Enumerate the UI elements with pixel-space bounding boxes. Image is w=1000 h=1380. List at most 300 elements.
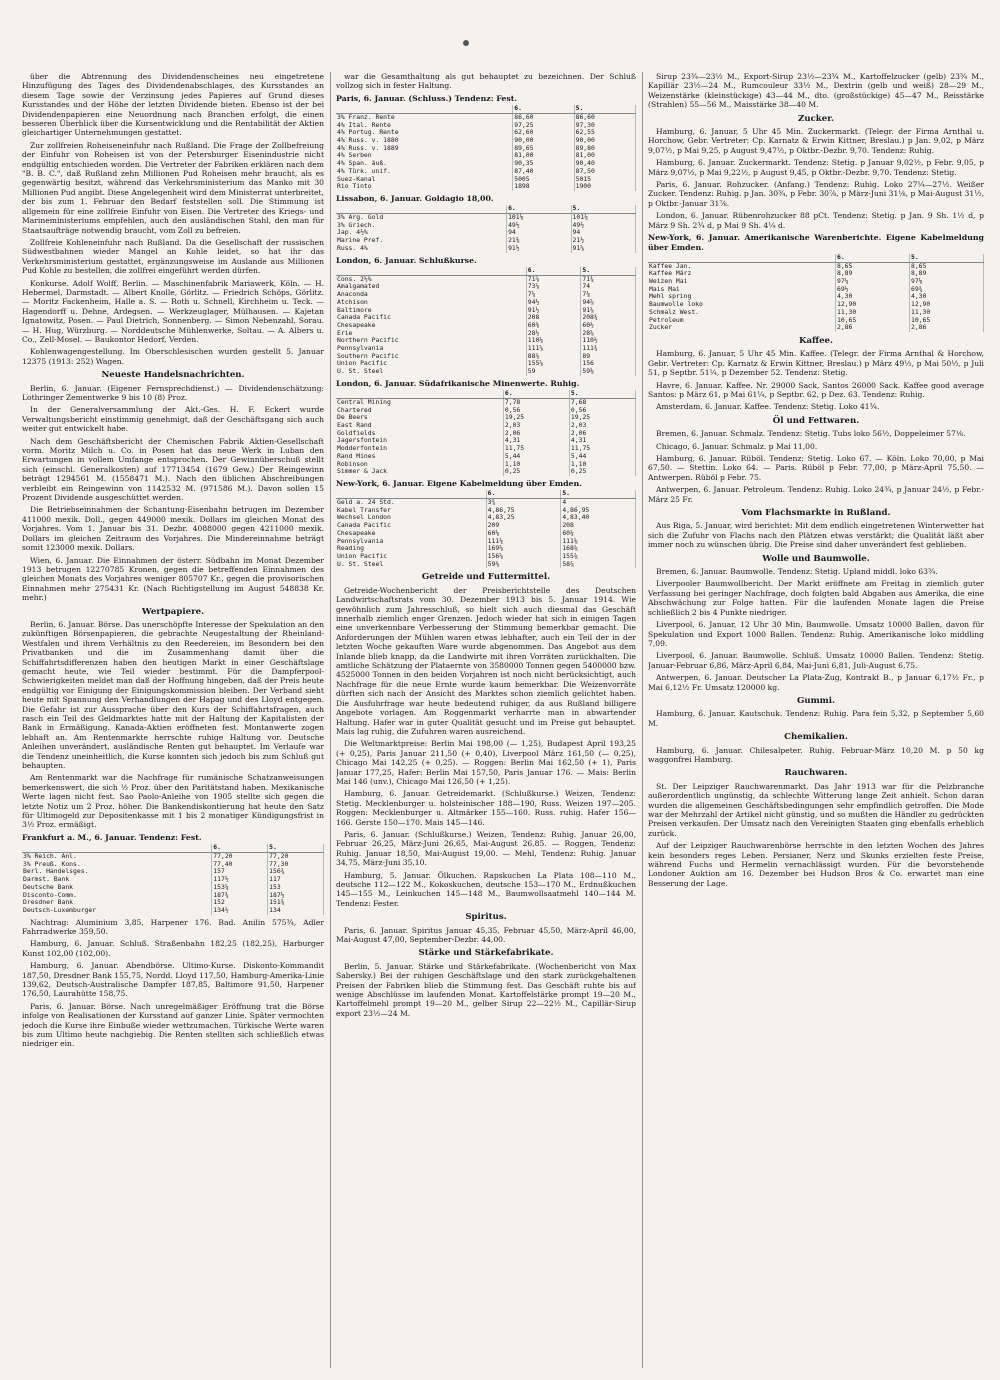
table-row	[336, 538, 636, 546]
table-cell: Chartered	[336, 407, 503, 415]
section-heading: Vom Flachsmarkte in Rußland.	[741, 508, 891, 519]
market-heading: New-York, 6. Januar. Eigene Kabelmeldung über Emden.	[336, 478, 582, 488]
table-cell: 62,55	[574, 129, 635, 137]
section-heading: Spiritus.	[465, 912, 507, 923]
table-header-cell: 5.	[909, 254, 983, 262]
table-cell: 2,03	[503, 422, 569, 430]
paragraph: Amsterdam, 6. Januar. Kaffee. Tendenz: Stetig. Loko 41¾.	[656, 402, 880, 412]
table-cell: 69½	[835, 286, 909, 294]
paragraph: Antwerpen, 6. Januar. Petroleum. Tendenz: Ruhig. Loko 24¾, p Januar 24½, p Febr.-März 25 Fr.	[648, 485, 984, 504]
table-row	[648, 309, 984, 317]
table-cell: Chesapeake	[336, 530, 486, 538]
table-cell: 156¾	[268, 868, 324, 876]
table-cell: 62,60	[513, 129, 574, 137]
quote-table	[336, 267, 636, 376]
table-cell: Modderfontein	[336, 445, 503, 453]
table-cell: 60½	[581, 322, 636, 330]
table-cell: 4% Serben	[336, 152, 513, 160]
table-cell: 117½	[212, 876, 268, 884]
paragraph: war die Gesamthaltung als gut behauptet zu bezeichnen. Der Schluß vollzog sich in fester Haltung.	[336, 72, 636, 91]
table-cell: 49½	[507, 222, 571, 230]
table-header-cell: 6.	[507, 205, 571, 213]
table-cell: Jagersfontein	[336, 437, 503, 445]
table-header-cell	[336, 267, 526, 275]
table-cell: 101⅛	[507, 214, 571, 222]
table-cell: Mehl spring	[648, 293, 835, 301]
paragraph: Liverpool, 6. Januar, 12 Uhr 30 Min. Baumwolle. Umsatz 10000 Ballen, davon für Spekulation und Export 1000 Ballen. Tendenz: Ruhig. Amerikanische loko middling 7,09.	[648, 620, 984, 648]
table-cell: 155⅞	[561, 553, 636, 561]
market-heading: Lissabon, 6. Januar. Goldagio 18,00.	[336, 193, 494, 203]
table-cell: 5,44	[569, 453, 635, 461]
table-cell: 81,00	[513, 152, 574, 160]
column-middle	[336, 72, 636, 1372]
table-cell: Wechsel London	[336, 514, 486, 522]
table-row	[336, 468, 636, 476]
table-cell: 58⅞	[561, 561, 636, 569]
table-cell: Goldfields	[336, 430, 503, 438]
paragraph: Hamburg, 6. Januar. Schluß. Straßenbahn 182,25 (182,25), Harburger Kunst 102,00 (102,00).	[22, 939, 324, 958]
table-cell: 7¼	[526, 291, 581, 299]
table-cell: 94½	[526, 299, 581, 307]
table-header-cell: 6.	[503, 390, 569, 398]
table-cell: 87,50	[574, 168, 635, 176]
table-cell: 3% Griech.	[336, 222, 507, 230]
paragraph: Paris, 6. Januar. Spiritus Januar 45,35, Februar 45,50, März-April 46,00, Mai-August 47,00, September-Dezbr. 44,00.	[336, 925, 636, 945]
table-cell: Reading	[336, 545, 486, 553]
table-cell: 4,86,95	[561, 507, 636, 515]
section-heading: Neueste Handelsnachrichten.	[101, 370, 245, 381]
table-cell: 94⅝	[581, 299, 636, 307]
table-cell: 169⅝	[486, 545, 561, 553]
table-cell: 8,65	[835, 262, 909, 270]
paragraph: Hamburg, 6. Januar. Getreidemarkt. (Schlußkurse.) Weizen, Tendenz: Stetig. Mecklenburger u. holsteinischer 188—190, Russ. Weizen 197—205. Roggen: Mecklenburger u. Altmärker 155—160. Russ. ruhig. Hafer 156—166. Gerste 150—170. Mais 145—146.	[336, 789, 636, 827]
table-cell: Geld a. 24 Std.	[336, 499, 486, 507]
table-cell: 90,35	[513, 160, 574, 168]
table-cell: 4,30	[909, 293, 983, 301]
market-heading: New-York, 6. Januar. Amerikanische Warenberichte. Eigene Kabelmeldung über Emden.	[648, 233, 984, 252]
table-row	[336, 283, 636, 291]
table-cell: Mais Mai	[648, 286, 835, 294]
quote-table	[336, 205, 636, 252]
table-header-cell: 6.	[513, 105, 574, 113]
table-cell: Rio Tinto	[336, 183, 513, 191]
table-cell: Anaconda	[336, 291, 526, 299]
page-dot-mark	[463, 40, 469, 46]
table-cell: 77,20	[212, 852, 268, 860]
table-cell: 7,68	[569, 398, 635, 406]
table-cell: 0,56	[569, 407, 635, 415]
table-cell: 77,30	[268, 861, 324, 869]
column-rule	[330, 72, 331, 1368]
paragraph: Havre, 6. Januar. Kaffee. Nr. 29000 Sack, Santos 26000 Sack. Kaffee good average Santos: p März 61, p Mai 61¼, p Septbr. 62, p Dez. 63. Tendenz: Ruhig.	[648, 380, 984, 399]
table-cell: Northern Pacific	[336, 337, 526, 345]
table-cell: 208¾	[581, 314, 636, 322]
paragraph: Hamburg, 6. Januar, 5 Uhr 45 Min. Zuckermarkt. (Telegr. der Firma Arnthal u. Horchow, Gebr. Vertreter: Cp. Karnatz & Erwin Kittner, Breslau.) p Jan. 9,02, p März 9,07½, p Mai 9,25, p August 9,47½, p Oktbr.-Dezbr. 9,70. Tendenz: Ruhig.	[648, 127, 984, 155]
table-cell: 91⅝	[581, 307, 636, 315]
table-header-cell: 5.	[268, 844, 324, 852]
table-cell: 5,44	[503, 453, 569, 461]
table-cell: 156	[581, 360, 636, 368]
table-cell: 12,90	[835, 301, 909, 309]
table-cell: 12,90	[909, 301, 983, 309]
column-right	[648, 72, 984, 1372]
paragraph: Aus Riga, 5. Januar, wird berichtet: Mit dem endlich eingetretenen Winterwetter hat sich die Zufuhr von Flachs nach den Plätzen etwas verstärkt; die Qualität läßt aber immer noch zu wünschen übrig. Die Preise sind daher unverändert fest geblieben.	[648, 521, 984, 550]
section-heading: Chemikalien.	[784, 732, 848, 743]
table-row	[336, 214, 636, 222]
table-cell: 71⅝	[526, 275, 581, 283]
table-cell: 77,40	[212, 861, 268, 869]
table-row	[648, 270, 984, 278]
table-cell: U. St. Steel	[336, 561, 486, 569]
table-cell: Weizen Mai	[648, 278, 835, 286]
table-cell: 97,25	[513, 122, 574, 130]
table-cell: Schmalz West.	[648, 309, 835, 317]
table-cell: 59⅜	[486, 561, 561, 569]
table-cell: 91½	[526, 307, 581, 315]
table-cell: 8,89	[835, 270, 909, 278]
table-cell: Cons. 2½%	[336, 275, 526, 283]
paragraph: Berlin, 6. Januar. (Eigener Fernsprechdienst.) — Dividendenschätzung: Lothringer Zementwerke 9 bis 10 (8) Proz.	[22, 383, 324, 402]
paragraph: Hamburg, 6. Januar, 5 Uhr 45 Min. Kaffee. (Telegr. der Firma Arnthal & Horchow, Gebr. Vertreter: Cp. Karnatz & Erwin Kittner, Breslau.) p März 49½, p Mai 50½, p Juli 51, p Septbr. 51¼, p Dezember 52. Tendenz: Stetig.	[648, 349, 984, 378]
table-header-row	[336, 267, 636, 275]
paragraph: Am Rentenmarkt war die Nachfrage für rumänische Schatzanweisungen bemerkenswert, die sich ½ Proz. über den Paritätstand haben. Mexikanische Werte lagen nicht fest. Sao Paolo-Anleihe von 1905 stellte sich gegen die letzte Notiz um 2 Proz. höher. Die Bankendiskontierung hat heute den Satz für Ultimogeld zur Depositenkasse mit 1 bis 2 monatiger Kündigungsfrist in 3½ Proz. ermäßigt.	[22, 773, 324, 830]
table-cell: 4% Russ. v. 1889	[336, 145, 513, 153]
table-cell: 1,10	[569, 461, 635, 469]
table-header-cell: 6.	[526, 267, 581, 275]
table-header-cell: 5.	[571, 205, 635, 213]
table-cell: 2,86	[835, 324, 909, 332]
paragraph: Liverpool, 6. Januar. Baumwolle. Schluß. Umsatz 10000 Ballen. Tendenz: Stetig. Januar-Februar 6,86, März-April 6,84, Mai-Juni 6,81, Juli-August 6,75.	[648, 651, 984, 670]
table-cell: 94	[571, 229, 635, 237]
market-heading: London, 6. Januar. Südafrikanische Minenwerte. Ruhig.	[336, 378, 580, 388]
table-cell: 60¼	[561, 530, 636, 538]
table-cell: 208	[561, 522, 636, 530]
table-cell: 73⅞	[526, 283, 581, 291]
table-header-cell: 5.	[561, 490, 636, 498]
table-row	[336, 368, 636, 376]
table-cell: 134	[268, 907, 324, 915]
table-header-cell: 6.	[212, 844, 268, 852]
table-cell: 74	[581, 283, 636, 291]
table-cell: Erie	[336, 330, 526, 338]
table-cell: 4,83,25	[486, 514, 561, 522]
table-cell: 21½	[571, 237, 635, 245]
table-header-cell: 5.	[569, 390, 635, 398]
table-cell: 11,30	[909, 309, 983, 317]
paragraph: Wien, 6. Januar. Die Einnahmen der österr. Südbahn im Monat Dezember 1913 betrugen 12270785 Kronen, gegen die betreffenden Einnahmen des gleichen Monats des Vorjahres weniger 805707 Kr., gegen die provisorischen Einnahmen mehr 275431 Kr. (Nach Richtigstellung im August 548838 Kr. mehr.)	[22, 555, 324, 603]
table-cell: Marine Pref.	[336, 237, 507, 245]
table-cell: U. St. Steel	[336, 368, 526, 376]
column-left	[22, 72, 324, 1372]
table-cell: 4% Russ. v. 1880	[336, 137, 513, 145]
table-cell: 2,06	[503, 430, 569, 438]
table-row	[22, 907, 324, 915]
table-cell: 94	[507, 229, 571, 237]
table-row	[648, 262, 984, 270]
table-cell: Kabel Transfer	[336, 507, 486, 515]
table-cell: 4,31	[503, 437, 569, 445]
table-cell: Canada Pacific	[336, 522, 486, 530]
table-cell: 77,20	[268, 852, 324, 860]
paragraph: Hamburg, 6. Januar. Rüböl. Tendenz: Stetig. Loko 67. — Köln. Loko 70,00, p Mai 67,50. — Stettin. Loko 64. — Paris. Rüböl p Febr. 77,00, p März-April 75,50. — Antwerpen. Rüböl p Febr. 75.	[648, 454, 984, 482]
table-cell: Pennsylvania	[336, 345, 526, 353]
table-row	[336, 222, 636, 230]
table-cell: 4,30	[835, 293, 909, 301]
paragraph: über die Abtrennung des Dividendenscheines neu eingetretene Hinzufügung des Tages des Dividendenabschlages, des Kursstandes an diesem Tage sowie der Verzinsung jedes Papieres auf Grund dieses Kursstandes und der Höhe der letzten Dividende bieten. Ebenso ist der bei Dividendenpapieren eine Neuordnung nach Branchen erfolgt, die einen besseren Überblick über die Kursentwicklung und die Rentabilität der Aktien gleichartiger Unternehmungen gestattet.	[22, 72, 324, 138]
table-cell: Atchison	[336, 299, 526, 307]
table-cell: 28⅝	[581, 330, 636, 338]
table-cell: 111⅛	[486, 538, 561, 546]
quote-table	[336, 105, 636, 191]
table-cell: 157	[212, 868, 268, 876]
paragraph: Hamburg, 6. Januar. Chilesalpeter. Ruhig. Februar-März 10,20 M. p 50 kg waggonfrei Hamburg.	[648, 745, 984, 764]
table-cell: 90,00	[574, 137, 635, 145]
table-cell: 88⅞	[526, 353, 581, 361]
table-cell: 5005	[513, 176, 574, 184]
table-cell: 187½	[268, 892, 324, 900]
table-cell: 89	[581, 353, 636, 361]
paragraph: Hamburg, 6. Januar. Abendbörse. Ultimo-Kurse. Diskonto-Kommandit 187,50, Dresdner Bank 155,75, Nordd. Lloyd 117,50, Hamburg-Amerika-Linie 139,62, Deutsch-Australische Dampfer 187,85, Baltimore 91,50, Harpener 176,50, Laurahütte 158,75.	[22, 961, 324, 999]
table-cell: 3% Arg. Gold	[336, 214, 507, 222]
quote-table	[336, 390, 636, 476]
table-cell: 110¼	[526, 337, 581, 345]
column-rule	[642, 72, 643, 1368]
table-cell: 2,03	[569, 422, 635, 430]
table-row	[336, 414, 636, 422]
table-cell: 4% Span. äuß.	[336, 160, 513, 168]
table-cell: 3% Franz. Rente	[336, 113, 513, 121]
paragraph: Paris, 6. Januar. (Schlußkurse.) Weizen, Tendenz: Ruhig. Januar 26,00, Februar 26,25, März-Juni 26,65, Mai-August 26,85. — Roggen, Tendenz: Ruhig. Januar 18,50, Mai-August 19,00. — Mehl, Tendenz: Ruhig. Januar 34,75, März-Juni 35,10.	[336, 829, 636, 868]
table-cell: 209	[486, 522, 561, 530]
table-cell: 0,56	[503, 407, 569, 415]
paragraph: Bremen, 6. Januar. Baumwolle. Tendenz: Stetig. Upland middl. loko 63¾.	[656, 567, 938, 577]
section-heading: Öl und Fettwaren.	[772, 415, 860, 426]
table-cell: 89,65	[513, 145, 574, 153]
table-cell: 151¾	[268, 899, 324, 907]
table-cell: Kaffee März	[648, 270, 835, 278]
table-cell: Darmst. Bank	[22, 876, 212, 884]
table-cell: 91½	[507, 245, 571, 253]
paragraph: St. Der Leipziger Rauchwarenmarkt. Das Jahr 1913 war für die Pelzbranche außerordentlich ungünstig, da schlechte Witterung lange Zeit anhielt. Schon daran wurden die allgemeinen Geschäftsbedingungen sehr empfindlich getroffen. Die Mode war der Mehrzahl der Artikel nicht günstig, und so mußten die Händler zu gedrückten Preisen verkaufen. Der Umsatz nach den Vereinigten Staaten ging ebenfalls erheblich zurück.	[648, 781, 984, 838]
table-cell: Russ. 4%	[336, 245, 507, 253]
table-row	[336, 561, 636, 569]
paragraph: Die Betriebseinnahmen der Schantung-Eisenbahn betrugen im Dezember 411000 mexik. Doll., gegen 449000 mexik. Dollars im gleichen Monat des Vorjahres. Vom 1. Januar bis 31. Dezbr. 4088000 gegen 4211000 mexik. Dollars im gleichen Zeitraum des Vorjahres. Die Mindereinnahme beträgt somit 123000 mexik. Dollars.	[22, 505, 324, 553]
paragraph: Paris, 6. Januar. Rohzucker. (Anfang.) Tendenz: Ruhig. Loko 27¼—27½. Weißer Zucker. Tendenz: Ruhig. p Jan. 30¾, p Febr. 30⅞, p März-Juni 31⅛, p Mai-August 31½, p Oktbr.-Januar 31⅞.	[648, 180, 984, 208]
table-cell: 10,65	[909, 317, 983, 325]
table-cell: 97⅛	[909, 278, 983, 286]
table-cell: 10,65	[835, 317, 909, 325]
table-row	[336, 422, 636, 430]
table-cell: 7,78	[503, 398, 569, 406]
table-cell: 1898	[513, 183, 574, 191]
table-cell: De Beers	[336, 414, 503, 422]
paragraph: Hamburg, 5. Januar. Ölkuchen. Rapskuchen La Plata 108—110 M., deutsche 112—122 M., Kokoskuchen, deutsche 153—170 M., Erdnußkuchen 145—155 M., Leinkuchen 145—148 M., Baumwollsaatmehl 140—144 M. Tendenz: Fester.	[336, 870, 636, 908]
table-cell: Central Mining	[336, 398, 503, 406]
paragraph: Kohlenwagengestellung. Im Oberschlesischen wurden gestellt 5. Januar 12375 (1913: 252) Wagen.	[22, 347, 324, 366]
table-header-cell: 5.	[574, 105, 635, 113]
table-cell: Baumwolle loko	[648, 301, 835, 309]
section-heading: Wolle und Baumwolle.	[762, 553, 870, 564]
table-row	[336, 245, 636, 253]
table-cell: 7¼	[581, 291, 636, 299]
table-row	[648, 324, 984, 332]
paragraph: London, 6. Januar. Rübenrohzucker 88 pCt. Tendenz: Stetig. p Jan. 9 Sh. 1½ d, p März 9 Sh. 2¾ d, p Mai 9 Sh. 4¼ d.	[648, 211, 984, 230]
paragraph: Paris, 6. Januar. Börse. Nach unregelmäßiger Eröffnung trat die Börse infolge von Realisationen der Kursstand auf ganzer Linie. Später vermochten jedoch die Kurse ihre Einbuße wieder wettzumachen. Türkische Werte waren bis zum Ultimo heute nachgiebig. Die Renten stellten sich schließlich etwas niedriger ein.	[22, 1001, 324, 1049]
paragraph: Bremen, 6. Januar. Schmalz. Tendenz: Stetig. Tubs loko 56½, Doppeleimer 57⅛.	[656, 429, 966, 439]
table-cell: Amalgamated	[336, 283, 526, 291]
table-cell: 153	[268, 884, 324, 892]
table-cell: 81,00	[574, 152, 635, 160]
table-cell: 60⅜	[526, 322, 581, 330]
table-cell: 208	[526, 314, 581, 322]
table-cell: 8,89	[909, 270, 983, 278]
table-cell: Southern Pacific	[336, 353, 526, 361]
table-cell: 1,10	[503, 461, 569, 469]
table-header-cell: 5.	[581, 267, 636, 275]
table-cell: 3% Preuß. Kons.	[22, 861, 212, 869]
paragraph: Nach dem Geschäftsbericht der Chemischen Fabrik Aktien-Gesellschaft vorm. Moritz Milch u. Co. in Posen hat das neue Werk in Luban den Erwartungen in vollem Umfange entsprochen. Der Gewinnüberschuß stellt sich (einschl. Generalkosten) auf 17713454 (1679 Gew.) Der Reingewinn beträgt 1294561 M. (1558471 M.). Nach den üblichen Abschreibungen verbleibt ein Reingewinn von 1142532 M. (971586 M.). Davon sollen 15 Prozent Dividende ausgeschüttet werden.	[22, 436, 324, 503]
table-cell: 97¼	[835, 278, 909, 286]
table-header-cell: 6.	[486, 490, 561, 498]
section-heading: Kaffee.	[798, 335, 834, 346]
table-cell: 60⅛	[486, 530, 561, 538]
table-cell: Deutsche Bank	[22, 884, 212, 892]
section-heading: Wertpapiere.	[141, 606, 205, 617]
table-cell: 89,80	[574, 145, 635, 153]
table-cell: Pennsylvania	[336, 538, 486, 546]
section-heading: Zucker.	[798, 113, 834, 124]
table-cell: 71¾	[581, 275, 636, 283]
table-cell: Baltimore	[336, 307, 526, 315]
table-cell: East Rand	[336, 422, 503, 430]
table-cell: 86,60	[513, 113, 574, 121]
table-cell: 4,83,40	[561, 514, 636, 522]
table-cell: Petroleum	[648, 317, 835, 325]
table-cell: Berl. Handelsges.	[22, 868, 212, 876]
table-cell: 28½	[526, 330, 581, 338]
table-header-cell: 6.	[835, 254, 909, 262]
table-cell: Jap. 4½%	[336, 229, 507, 237]
table-cell: 0,25	[503, 468, 569, 476]
section-heading: Getreide und Futtermittel.	[421, 572, 551, 583]
paragraph: Die Weltmarktpreise: Berlin Mai 198,00 (— 1,25), Budapest April 193,25 (+ 0,25), Paris Januar 211,50 (+ 0,40), Liverpool März 161,50 (— 0,25), Chicago Mai 142,25 (+ 0,25). — Roggen: Berlin Mai 162,50 (+ 1), Paris Januar 177,25, Hafer: Berlin Mai 157,50, Paris Januar 176. — Mais: Berlin Mai 146 (unv.), Chicago Mai 126,50 (+ 1,25).	[336, 739, 636, 786]
table-row	[648, 286, 984, 294]
table-cell: Robinson	[336, 461, 503, 469]
table-row	[336, 237, 636, 245]
table-cell: 90,00	[513, 137, 574, 145]
paragraph: Berlin, 6. Januar. Börse. Das unerschöpfte Interesse der Spekulation an den zukünftigen Börsenpapieren, die gebrachte Neugestaltung der Rheinland-Westfalen und ihrem Verhältnis zu den Reedereien, im Besondern bei den Privatbanken und die im Zusammenhang damit über die Schiffahrtsdifferenzen haben den heutigen Markt in einer Geschäftslage gemacht heute, wie Teil wieder bestimmt. Für die Dampferpool-Schwierigkeiten meldet man daß der Hoffnung hingeben, daß der Preis heute endgültig vor Einigung der Einigungskommission bleiben. Der Verband sieht heute mit Spannung den Verhandlungen der Hapag und des Lloyd entgegen. Die Gefahr ist zur Aussprache über den Kurs der Schiffahrtsfragen, auch rasch ein Teil des Geldmarktes hatte mit der Haltung der Kapitalisten der Bank in Ermäßigung. Kanada-Aktien eröffneten fest. Montanwerte zogen lebhaft an. Am Rentenmarkte herrschte ruhige Haltung vor. Deutsche Anleihen unverändert, ausländische Renten gut behauptet. Im Verlaufe war die Tendenz uneinheitlich, die Kurse konnten sich jedoch bis zum Schluß gut behaupten.	[22, 619, 324, 771]
paragraph: Konkurse. Adolf Wolff, Berlin. — Maschinenfabrik Mariawerk, Köln. — H. Hebermel, Darmstadt. — Albert Knolle, Görlitz. — Friedrich Schöps, Görlitz. — Moritz Fackenheim, Halle a. S. — Roth u. Schnell, Kirchheim u. Teck. — Hagendorff u. Dehne, Ardegsen. — Werkzeuglager, Mülhausen. — Kajetan Ignatowitz, Posen. — Paul Dietrich, Sonnenberg. — Simon Nebenzahl, Sorau. — H. Hug, Würzburg. — Norddeutsche Mühlenwerke, Soltau. — A. Albers u. Co., Zell-Mosel. — Baukontor Hedorf, Verden.	[22, 278, 324, 344]
table-cell: 3¾	[486, 499, 561, 507]
table-cell: Rand Mines	[336, 453, 503, 461]
market-heading: London, 6. Januar. Schlußkurse.	[336, 255, 477, 265]
paragraph: Chicago, 6. Januar. Schmalz. p Mai 11,00.	[656, 441, 818, 451]
table-cell: 90,40	[574, 160, 635, 168]
table-cell: 4% Türk. unif.	[336, 168, 513, 176]
table-cell: Canada Pacific	[336, 314, 526, 322]
table-cell: 4,86,75	[486, 507, 561, 515]
table-cell: 155⅝	[526, 360, 581, 368]
table-cell: Union Pacific	[336, 553, 486, 561]
paragraph: Zur zollfreien Roheiseneinfuhr nach Rußland. Die Frage der Zollbefreiung der Einfuhr von Roheisen ist von der Petersburger Eisenindustrie nicht endgültig entschieden worden. Die Vertreter der Fabriken erklären nach dem "B. B. C.", daß Rußland zehn Millionen Pud Roheisen mehr braucht, als es gegenwärtig besitzt, während das Verkehrsministerium das Manko mit 30 Millionen Pud angibt. Diese Angelegenheit wird dem Ministerrat unterbreitet, der bis zum 1. Februar den Bedarf feststellen soll. Die Stimmung ist allgemein für eine zollfreie Einfuhr von Eisen. Die Vertreter des Kriegs- und Marineministeriums empfehlen, auch den ausländischen Stahl, den man für Staatsaufträge notwendig braucht, vom Zoll zu befreien.	[22, 140, 324, 235]
table-cell: 69¾	[909, 286, 983, 294]
paragraph: Hamburg, 6. Januar. Zuckermarkt. Tendenz: Stetig. p Januar 9,02½, p Febr. 9,05, p März 9,07½, p Mai 9,22½, p August 9,45, p Oktbr.-Dezbr. 9,70. Tendenz: Stetig.	[648, 158, 984, 177]
paragraph: In der Generalversammlung der Akt.-Ges. H. F. Eckert wurde Verwaltungsbericht einstimmig genehmigt, daß der Geschäftsgang sich auch weiter gut entwickelt habe.	[22, 405, 324, 434]
paragraph: Liverpooler Baumwollbericht. Der Markt eröffnete am Freitag in ziemlich guter Verfassung bei geringer Nachfrage, doch folgten bald Abgaben aus Amerika, die eine Abschwächung zur Folge hatten. Für die laufenden Monate lagen die Preise schließlich 2 bis 4 Punkte niedriger.	[648, 579, 984, 617]
table-cell: 110½	[581, 337, 636, 345]
table-header-cell	[648, 254, 835, 262]
paragraph: Sirup 23¾—23½ M., Export-Sirup 23½—23¾ M., Kartoffelzucker (gelb) 23¾ M., Kapillär 23½—24 M., Rumcouleur 33½ M., Dextrin (gelb und weiß) 28—29 M., Weizenstärke (kleinstückige) 43—44 M., dto. (großstückige) 45—47 M., Reisstärke (Strahlen) 55—56 M., Maisstärke 38—40 M.	[648, 72, 984, 110]
table-cell: 4	[561, 499, 636, 507]
table-row	[648, 317, 984, 325]
market-heading: Paris, 6. Januar. (Schluss.) Tendenz: Fest.	[336, 93, 518, 103]
table-row	[336, 275, 636, 283]
table-cell: 11,30	[835, 309, 909, 317]
table-cell: 111⅝	[526, 345, 581, 353]
quote-table	[22, 844, 324, 914]
paragraph: Zollfreie Kohleneinfuhr nach Rußland. Da die Gesellschaft der russischen Südwestbahnen wieder Mangel an Kohle leidet, so hat ihr das Verkehrsministerium gestattet, ergänzungsweise im Auslande aus Millionen Pud Kohle zu bestellen, die zollfrei eingeführt werden dürfen.	[22, 237, 324, 276]
table-cell: 11,75	[503, 445, 569, 453]
table-cell: Dresdner Bank	[22, 899, 212, 907]
table-cell: 59⅛	[581, 368, 636, 376]
table-cell: Deutsch-Luxemburger	[22, 907, 212, 915]
section-heading: Rauchwaren.	[784, 768, 848, 779]
paragraph: Berlin, 5. Januar. Stärke und Stärkefabrikate. (Wochenbericht von Max Sabersky.) Bei der ruhigen Geschäftslage und den stark zurückgehaltenen Preisen der Fabriken blieb die Stimmung fest. Das Geschäft ruhte bis auf wenige Abschlüsse im laufenden Monat. Kartoffelstärke prompt 19—20 M., Kartoffelmehl prompt 19—20 M., gelber Sirup 22—22½ M., Capillär-Sirup export 23½—24 M.	[336, 961, 636, 1018]
table-cell: 2,86	[909, 324, 983, 332]
section-heading: Stärke und Stärkefabrikate.	[418, 948, 554, 959]
table-cell: 49½	[571, 222, 635, 230]
table-cell: Zucker	[648, 324, 835, 332]
paragraph: Antwerpen, 6. Januar. Deutscher La Plata-Zug, Kontrakt B., p Januar 6,17½ Fr., p Mai 6,12½ Fr. Umsatz 120000 kg.	[648, 673, 984, 692]
table-cell: 19,25	[503, 414, 569, 422]
table-cell: Disconto-Comm.	[22, 892, 212, 900]
table-cell: 4% Ital. Rente	[336, 122, 513, 130]
table-cell: Chesapeake	[336, 322, 526, 330]
table-cell: 156⅝	[486, 553, 561, 561]
paragraph: Getreide-Wochenbericht der Preisberichtstelle des Deutschen Landwirtschaftsrats vom 30. Dezember 1913 bis 5. Januar 1914. Wie gewöhnlich zum Jahresschluß, so hielt sich auch diesmal das Geschäft innerhalb ziemlich enger Grenzen. Jedoch wieder hat sich in einigen Tagen eine unverkennbare Verbesserung der Stimmung bemerkbar gemacht. Die Anforderungen der Mühlen waren etwas lebhafter, auch ein Teil der in der letzten Woche gekauften Ware wurde abgenommen. Das Angebot aus dem Inlande blieb knapp, da die Landwirte mit ihren Vorräten zurückhalten. Die amtliche Schätzung der Plataernte von 3580000 Tonnen gegen 5400000 bzw. 4525000 Tonnen in den beiden Vorjahren ist noch nicht berücksichtigt, auch Nachfrage für die neue Ernte wurde kaum bemerkbar. Die Weizenvorräte dürften sich nach der Ansicht des Marktes schon ziemlich gelichtet haben. Die Ausfuhrfrage war heute bedeutend ruhiger, da aus Rußland billigere Angebote vorlagen. Am Roggenmarkt verharrte man in abwartender Haltung. Hafer war in guter Qualität gesucht und im Preise gut behauptet. Mais lag ruhig, die Zufuhren waren ausreichend.	[336, 585, 636, 736]
quote-table	[648, 254, 984, 332]
table-cell: 11,75	[569, 445, 635, 453]
table-cell: 168⅞	[561, 545, 636, 553]
table-cell: 0,25	[569, 468, 635, 476]
table-cell: 2,06	[569, 430, 635, 438]
table-row	[336, 453, 636, 461]
table-cell: 187¾	[212, 892, 268, 900]
table-row	[648, 278, 984, 286]
table-cell: 97,30	[574, 122, 635, 130]
table-row	[336, 407, 636, 415]
table-cell: 111¾	[581, 345, 636, 353]
table-cell: 4% Portug. Rente	[336, 129, 513, 137]
table-cell: 21⅜	[507, 237, 571, 245]
table-cell: 8,65	[909, 262, 983, 270]
table-cell: 117	[268, 876, 324, 884]
table-cell: 3% Reich. Anl.	[22, 852, 212, 860]
table-row	[336, 522, 636, 530]
table-cell: 91⅝	[571, 245, 635, 253]
table-cell: 5015	[574, 176, 635, 184]
table-cell: 1900	[574, 183, 635, 191]
table-cell: 153¼	[212, 884, 268, 892]
table-cell: 111⅛	[561, 538, 636, 546]
table-cell: 101¼	[571, 214, 635, 222]
table-cell: 86,60	[574, 113, 635, 121]
table-cell: 87,40	[513, 168, 574, 176]
table-cell: 59	[526, 368, 581, 376]
table-header-row	[648, 254, 984, 262]
paragraph: Auf der Leipziger Rauchwarenbörse herrschte in den letzten Wochen des Jahres kein besonders reges Leben. Persianer, Nerz und Skunks erzielten feste Preise, während Fuchs und Hermelin vernachlässigt wurden. Für die bevorstehende Londoner Auktion am 16. Dezember bei Hudson Bros & Co. erwartet man eine Besserung der Lage.	[648, 841, 984, 888]
table-row	[336, 445, 636, 453]
